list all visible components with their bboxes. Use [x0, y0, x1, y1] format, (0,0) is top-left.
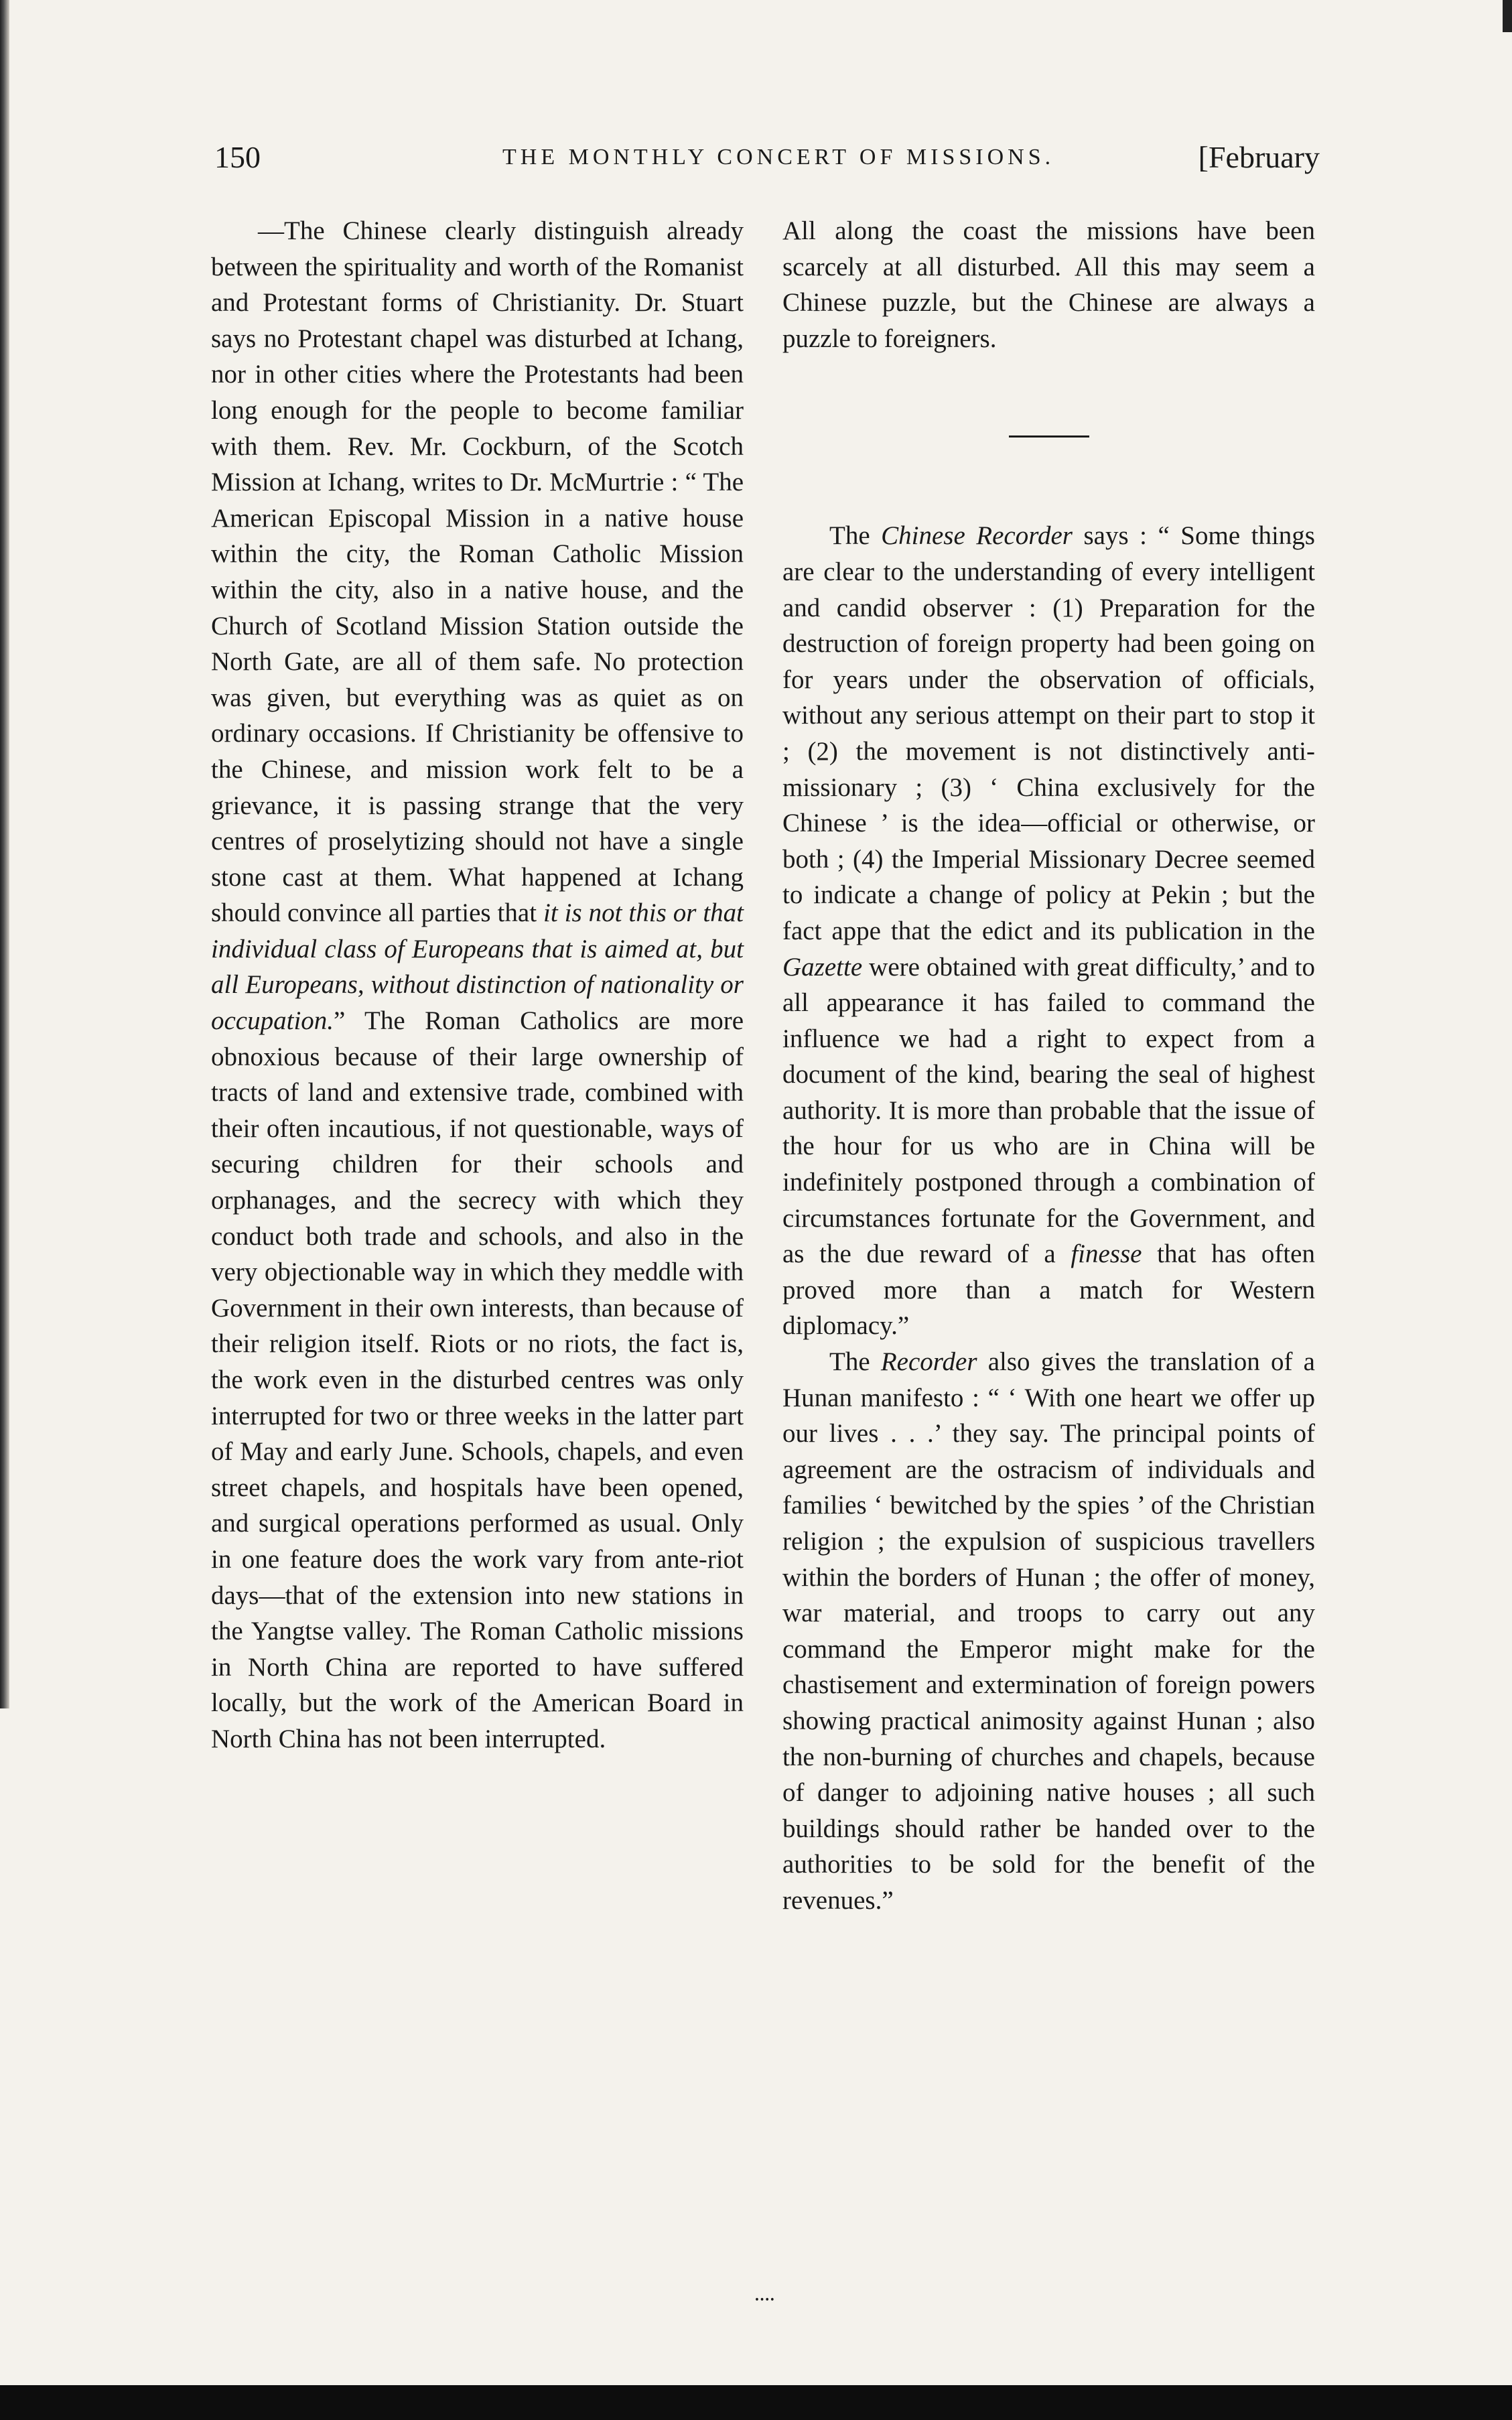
page-number: 150	[214, 140, 261, 174]
right-column	[782, 213, 1315, 1919]
paragraph-text: says : “ Some things are clear to the understanding of every intelligent and candid observer : (1) Preparation for the destruction of foreign property had been going on for years under the observation of officials, without any serious attempt on their part to stop it ; (2) the movement is not distinctively anti-missionary ; (3) ‘ China exclusively for the Chinese ’ is the idea—official or otherwise, or both ; (4) the Imperial Missionary Decree seemed to indicate a change of policy at Pekin ; but the fact appe that the edict and its publication in the	[782, 521, 1315, 945]
left-column	[211, 213, 744, 1757]
paragraph-text: The	[829, 1347, 881, 1377]
scan-edge-bottom	[0, 2385, 1512, 2420]
paragraph-text: The	[829, 521, 882, 551]
paragraph-chinese-recorder	[782, 518, 1315, 1344]
journal-title: Recorder	[880, 1347, 977, 1377]
paragraph-text: were obtained with great difficulty,’ and to all appearance it has failed to command the influence we had a right to expect from a document of the kind, bearing the seal of highest authority. It is more than probable that the issue of the hour for us who are in China will be indefinitely postponed through a combination of circumstances fortunate for the Government, and as the due reward of a	[782, 952, 1315, 1269]
scan-edge-top-right	[1503, 0, 1512, 32]
paragraph-text: also gives the translation of a Hunan manifesto : “ ‘ With one heart we offer up our lives . . .’ they say. The principal points of agreement are the ostracism of individuals and families ‘ bewitched by the spies ’ of the Christian religion ; the expulsion of suspicious travellers within the borders of Hunan ; the offer of money, war material, and troops to carry out any command the Emperor might make for the chastisement and extermination of foreign powers showing practical animosity against Hunan ; also the non-burning of churches and chapels, because of danger to adjoining native houses ; all such buildings should rather be handed over to the authorities to be sold for the benefit of the revenues.”	[782, 1347, 1315, 1915]
running-head: THE MONTHLY CONCERT OF MISSIONS.	[502, 145, 1055, 170]
journal-title: Chinese Recorder	[881, 521, 1073, 551]
page-header	[214, 139, 1320, 186]
paragraph-chinese-distinguish	[211, 213, 744, 1757]
paragraph-text: that has often proved more than a match for Western diplomacy.”	[782, 1239, 1315, 1341]
issue-month: [February	[1198, 140, 1320, 174]
paragraph-text: ” The Roman Catholics are more obnoxious because of their large ownership of tracts of land and extensive trade, combined with their often incautious, if not questionable, ways of securing children for their schools and orphanages, and the secrecy with which they conduct both trade and schools, and also in the very objectionable way in which they meddle with Government in their own interests, than because of their religion itself. Riots or no riots, the fact is, the work even in the disturbed centres was only interrupted for two or three weeks in the latter part of May and early June. Schools, chapels, and even street chapels, and hospitals have been opened, and surgical operations performed as usual. Only in one feature does the work vary from ante-riot days—that of the extension into new stations in the Yangtse valley. The Roman Catholic missions in North China are reported to have suffered locally, but the work of the American Board in North China has not been interrupted.	[211, 1006, 744, 1753]
paragraph-hunan-manifesto	[782, 1344, 1315, 1919]
gazette-title: Gazette	[782, 952, 863, 982]
emphasis-quote: it is not this or that individual class of Europeans that is aimed at, but all Europeans, without distinction of nationality or occupation.	[211, 898, 744, 1036]
finesse-word: finesse	[1071, 1239, 1142, 1269]
paragraph-text: —The Chinese clearly distinguish already between the spirituality and worth of the Romanist and Protestant forms of Christianity. Dr. Stuart says no Protestant chapel was disturbed at Ichang, nor in other cities where the Protestants had been long enough for the people to become familiar with them. Rev. Mr. Cockburn, of the Scotch Mission at Ichang, writes to Dr. McMurtrie : “ The American Episcopal Mission in a native house within the city, the Roman Catholic Mission within the city, also in a native house, and the Church of Scotland Mission Station outside the North Gate, are all of them safe. No protection was given, but everything was as quiet as on ordinary occasions. If Christianity be offensive to the Chinese, and mission work felt to be a grievance, it is passing strange that the very centres of proselytizing should not have a single stone cast at them. What happened at Ichang should convince all parties that	[211, 216, 744, 928]
scan-edge-left	[0, 0, 9, 1708]
printers-mark: ᠁	[750, 2290, 774, 2312]
section-divider	[1009, 435, 1089, 438]
paragraph-continuation: All along the coast the missions have been scarcely at all disturbed. All this may seem a Chinese puzzle, but the Chinese are always a puzzle to foreigners.	[782, 216, 1315, 353]
